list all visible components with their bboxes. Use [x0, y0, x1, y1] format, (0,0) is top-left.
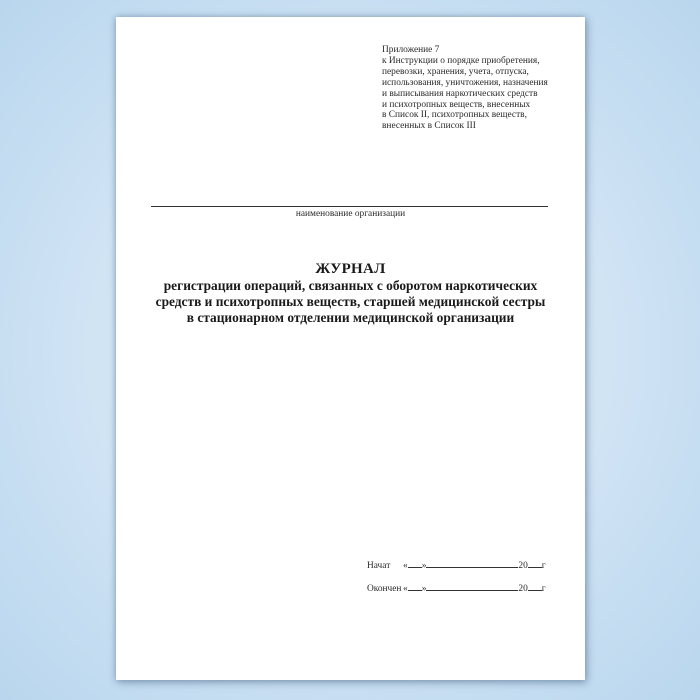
appendix-line: использования, уничтожения, назначения — [382, 77, 548, 88]
appendix-line: в Список II, психотропных веществ, — [382, 110, 527, 121]
appendix-note — [382, 45, 582, 132]
year-blank — [528, 582, 542, 591]
title-line: регистрации операций, связанных с оборотом наркотических — [163, 278, 538, 293]
appendix-line: и психотропных веществ, внесенных — [382, 99, 531, 110]
month-blank — [426, 559, 518, 568]
close-quote: » — [421, 584, 427, 594]
document-page — [116, 17, 585, 680]
appendix-line: Приложение 7 — [382, 45, 440, 55]
end-date-label: Окончен — [367, 584, 402, 594]
end-date-row — [367, 582, 546, 594]
appendix-line: и выписывания наркотических средств — [382, 88, 538, 99]
appendix-line: к Инструкции о порядке приобретения, — [382, 55, 540, 66]
open-quote: « — [403, 584, 408, 594]
year-suffix: г — [541, 561, 546, 571]
open-quote: « — [403, 561, 408, 571]
day-blank — [408, 559, 422, 568]
close-quote: » — [421, 561, 427, 571]
organization-name-line — [151, 206, 548, 207]
appendix-line: внесенных в Список III — [382, 121, 476, 132]
start-date-label: Начат — [367, 561, 391, 571]
start-date-row — [367, 559, 546, 571]
day-blank — [408, 582, 422, 591]
year-prefix: 20 — [518, 561, 528, 571]
year-prefix: 20 — [518, 584, 528, 594]
year-blank — [528, 559, 542, 568]
organization-caption: наименование организации — [295, 209, 406, 219]
title-main: ЖУРНАЛ — [315, 261, 386, 277]
appendix-line: перевозки, хранения, учета, отпуска, — [382, 66, 529, 77]
journal-title — [116, 261, 585, 326]
title-line: средств и психотропных веществ, старшей медицинской сестры — [155, 294, 546, 309]
title-line: в стационарном отделении медицинской организации — [186, 310, 515, 325]
month-blank — [426, 582, 518, 591]
year-suffix: г — [541, 584, 546, 594]
